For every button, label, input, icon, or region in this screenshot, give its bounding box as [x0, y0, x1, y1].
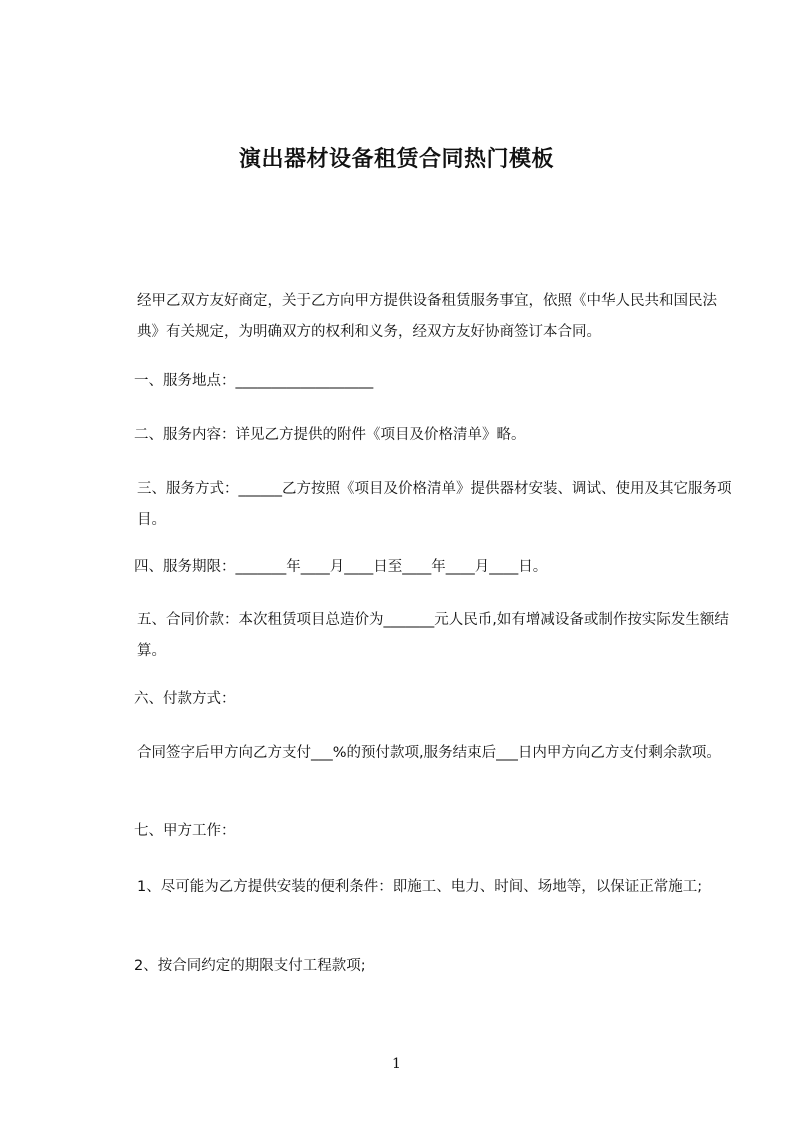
party-a-item-2: 2、按合同约定的期限支付工程款项;: [134, 958, 366, 974]
clause-payment-method: 六、付款方式：: [134, 691, 236, 707]
clause-service-content: 二、服务内容：详见乙方提供的附件《项目及价格清单》略。: [134, 427, 526, 443]
clause-service-method: 三、服务方式：______乙方按照《项目及价格清单》提供器材安装、调试、使用及其它服务项目。: [137, 481, 732, 528]
clause-service-location: 一、服务地点：___________________: [134, 373, 374, 389]
page-title: 演出器材设备租赁合同热门模板: [238, 147, 554, 172]
page-number: 1: [392, 1056, 401, 1072]
intro-paragraph: 经甲乙双方友好商定，关于乙方向甲方提供设备租赁服务事宜，依照《中华人民共和国民法典》有关规定，为明确双方的权利和义务，经双方友好协商签订本合同。: [137, 293, 717, 340]
payment-terms-paragraph: 合同签字后甲方向乙方支付___%的预付款项,服务结束后___日内甲方向乙方支付剩余款项。: [137, 745, 721, 761]
clause-service-period: 四、服务期限：_______年____月____日至____年____月____日。: [134, 559, 548, 575]
clause-party-a-work: 七、甲方工作：: [134, 823, 236, 839]
party-a-item-1: 1、尽可能为乙方提供安装的便利条件：即施工、电力、时间、场地等，以保证正常施工;: [137, 879, 703, 895]
clause-contract-price: 五、合同价款：本次租赁项目总造价为_______元人民币,如有增减设备或制作按实际发生额结算。: [137, 612, 729, 659]
